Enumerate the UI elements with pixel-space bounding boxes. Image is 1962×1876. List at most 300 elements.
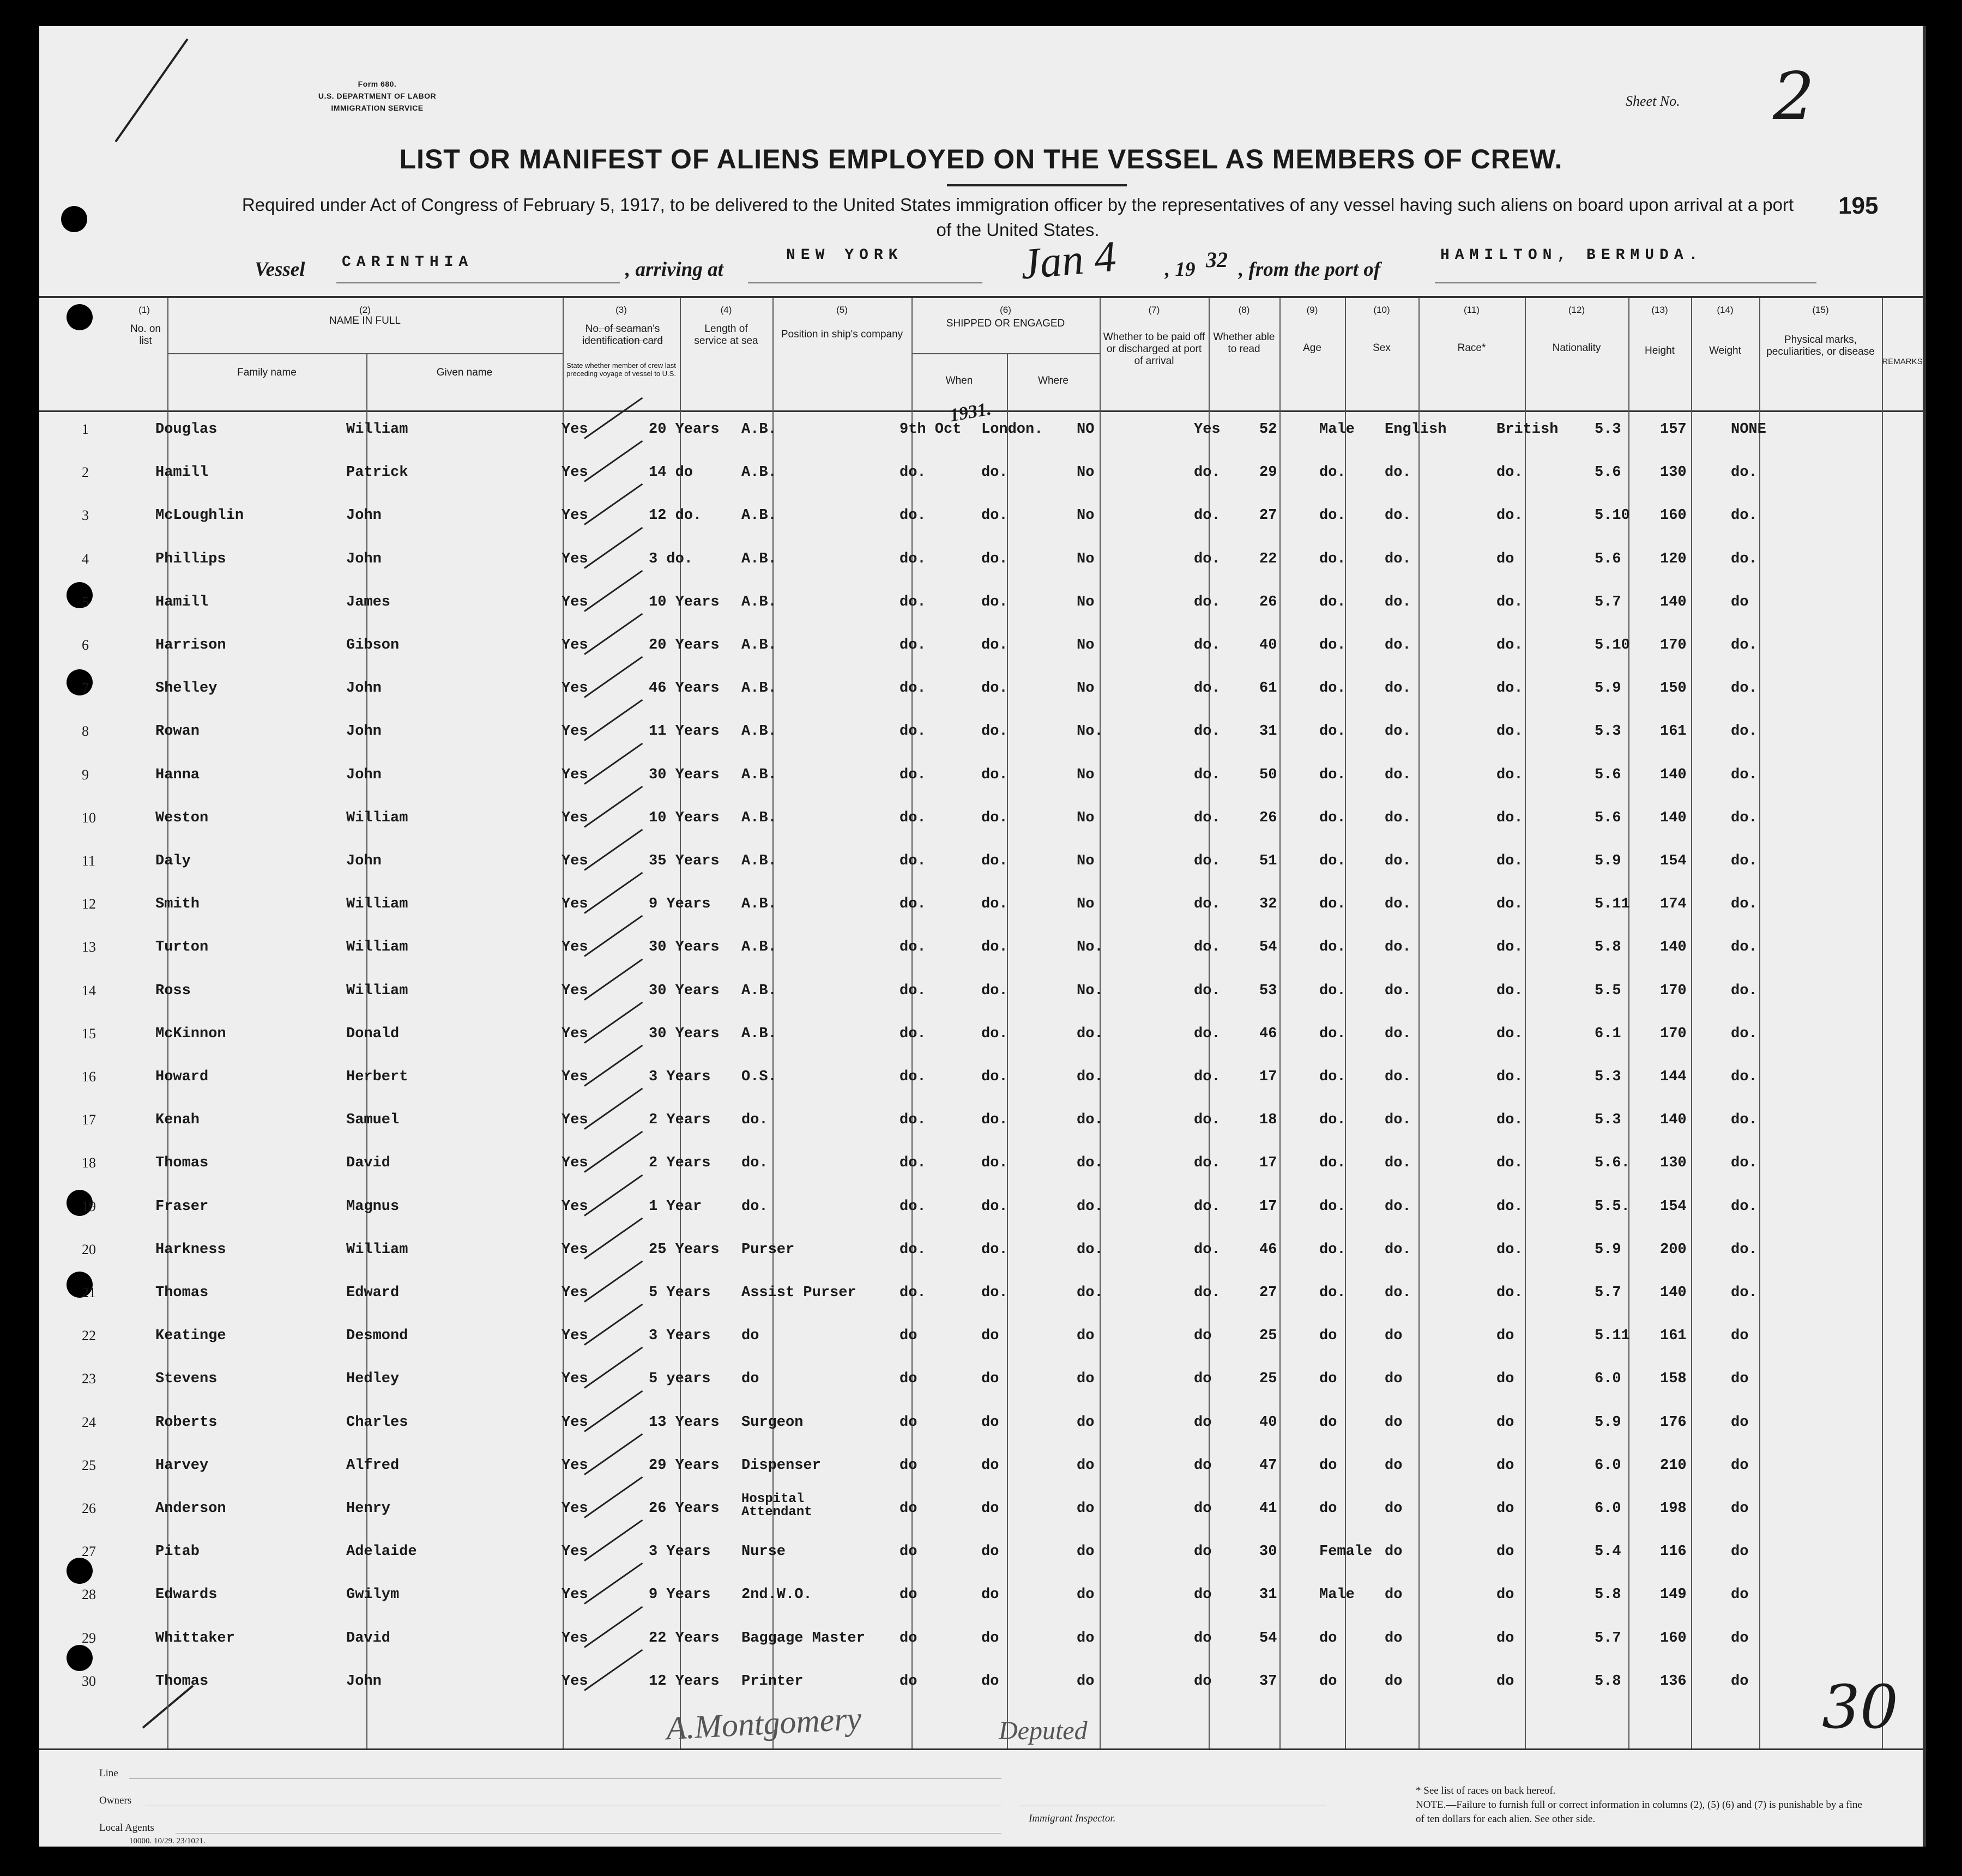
check-mark — [584, 1433, 643, 1475]
manifest-sheet — [39, 26, 1926, 1847]
row-service: 20 Years — [649, 421, 720, 438]
row-race: do. — [1385, 982, 1411, 999]
row-when: do. — [899, 1198, 926, 1215]
row-no: 21 — [82, 1285, 96, 1300]
row-sex: do. — [1319, 723, 1346, 740]
row-position: A.B. — [741, 507, 777, 524]
row-sex: do. — [1319, 464, 1346, 481]
check-mark — [584, 1606, 643, 1648]
row-age: 51 — [1259, 853, 1277, 869]
row-nat: do. — [1496, 507, 1523, 524]
row-where: do. — [981, 1069, 1008, 1085]
row-race: do — [1385, 1328, 1403, 1345]
row-marks: do — [1731, 1673, 1749, 1690]
row-family: Harvey — [155, 1457, 209, 1474]
row-marks: do — [1731, 1587, 1749, 1603]
row-age: 27 — [1259, 1285, 1277, 1301]
row-family: Smith — [155, 896, 200, 913]
row-race: do. — [1385, 1241, 1411, 1258]
row-no: 25 — [82, 1457, 96, 1473]
row-where: do. — [981, 637, 1008, 653]
row-marks: do — [1731, 1328, 1749, 1345]
row-prev: Yes — [562, 1371, 588, 1388]
row-read: do. — [1194, 896, 1221, 913]
row-prev: Yes — [562, 1328, 588, 1345]
row-given: Henry — [346, 1500, 391, 1517]
row-family: Roberts — [155, 1414, 218, 1431]
row-paid: No — [1077, 680, 1095, 697]
row-age: 29 — [1259, 464, 1277, 481]
row-no: 4 — [82, 550, 89, 567]
row-age: 25 — [1259, 1371, 1277, 1388]
inspector-signature: A.Montgomery — [665, 1700, 862, 1747]
row-height: 6.0 — [1595, 1371, 1621, 1388]
row-no: 14 — [82, 982, 96, 998]
row-when: do — [899, 1328, 917, 1345]
row-position: A.B. — [741, 982, 777, 999]
row-paid: No — [1077, 766, 1095, 783]
row-marks: do. — [1731, 507, 1758, 524]
row-family: Anderson — [155, 1500, 226, 1517]
row-service: 2 Years — [649, 1112, 711, 1129]
row-service: 30 Years — [649, 766, 720, 783]
row-position: Printer — [741, 1673, 804, 1690]
row-marks: do. — [1731, 1025, 1758, 1042]
check-mark — [584, 656, 643, 698]
row-age: 17 — [1259, 1155, 1277, 1172]
row-race: do. — [1385, 809, 1411, 826]
shipped-year-note: 1931. — [948, 398, 993, 426]
row-position: A.B. — [741, 853, 777, 869]
row-read: do — [1194, 1414, 1212, 1431]
departure-port: HAMILTON, BERMUDA. — [1440, 247, 1704, 264]
row-when: 9th Oct — [899, 421, 962, 438]
col-number: (13) — [1651, 305, 1668, 315]
header-subrule — [911, 353, 1100, 354]
row-when: do. — [899, 680, 926, 697]
row-service: 3 Years — [649, 1544, 711, 1560]
row-height: 5.6. — [1595, 1155, 1630, 1172]
row-read: do — [1194, 1328, 1212, 1345]
row-sex: do. — [1319, 853, 1346, 869]
row-nat: do. — [1496, 1025, 1523, 1042]
row-where: do — [981, 1500, 999, 1517]
row-age: 30 — [1259, 1544, 1277, 1560]
row-sex: do. — [1319, 766, 1346, 783]
row-height: 5.9 — [1595, 1241, 1621, 1258]
row-read: do. — [1194, 507, 1221, 524]
row-race: do. — [1385, 766, 1411, 783]
title-rule — [947, 184, 1127, 186]
header-nationality: Nationality — [1552, 342, 1601, 354]
row-age: 61 — [1259, 680, 1277, 697]
row-race: do. — [1385, 939, 1411, 956]
row-position: A.B. — [741, 766, 777, 783]
row-race: do. — [1385, 550, 1411, 567]
row-read: do. — [1194, 723, 1221, 740]
row-age: 41 — [1259, 1500, 1277, 1517]
check-mark — [584, 1347, 643, 1389]
row-sex: do — [1319, 1414, 1337, 1431]
row-weight: 140 — [1660, 766, 1687, 783]
check-mark — [584, 786, 643, 828]
row-age: 17 — [1259, 1069, 1277, 1085]
header-list-number: No. on list — [130, 323, 161, 347]
arriving-label: , arriving at — [625, 258, 723, 281]
row-given: Charles — [346, 1414, 408, 1431]
row-weight: 161 — [1660, 723, 1687, 740]
row-family: Hamill — [155, 464, 209, 481]
col-number: (14) — [1717, 305, 1734, 315]
row-height: 5.7 — [1595, 1630, 1621, 1647]
row-age: 26 — [1259, 809, 1277, 826]
row-service: 29 Years — [649, 1457, 720, 1474]
row-family: McKinnon — [155, 1025, 226, 1042]
row-nat: do. — [1496, 680, 1523, 697]
row-weight: 120 — [1660, 550, 1687, 567]
punch-hole — [61, 206, 87, 232]
row-service: 3 Years — [649, 1069, 711, 1085]
column-divider — [1525, 298, 1526, 1748]
row-marks: do. — [1731, 464, 1758, 481]
row-position: A.B. — [741, 594, 777, 610]
row-family: Hamill — [155, 594, 209, 610]
row-position: A.B. — [741, 939, 777, 956]
row-height: 5.11 — [1595, 1328, 1630, 1345]
row-read: do — [1194, 1500, 1212, 1517]
row-given: Gwilym — [346, 1587, 400, 1603]
row-prev: Yes — [562, 464, 588, 481]
row-age: 46 — [1259, 1241, 1277, 1258]
row-given: William — [346, 809, 408, 826]
row-when: do — [899, 1587, 917, 1603]
row-race: do — [1385, 1414, 1403, 1431]
footnote — [1416, 1784, 1868, 1826]
row-age: 22 — [1259, 550, 1277, 567]
column-divider — [1279, 298, 1281, 1748]
table-bottom-border — [39, 1748, 1923, 1750]
row-position: do — [741, 1328, 759, 1345]
row-height: 5.7 — [1595, 594, 1621, 610]
header-length-service: Length of service at sea — [694, 323, 758, 347]
row-no: 9 — [82, 766, 89, 783]
row-when: do. — [899, 594, 926, 610]
row-sex: do — [1319, 1673, 1337, 1690]
row-read: do. — [1194, 1112, 1221, 1129]
row-no: 1 — [82, 421, 89, 437]
check-mark — [584, 440, 643, 482]
row-race: do. — [1385, 594, 1411, 610]
rule — [129, 1778, 1001, 1779]
row-where: do. — [981, 1241, 1008, 1258]
row-weight: 170 — [1660, 982, 1687, 999]
row-age: 27 — [1259, 507, 1277, 524]
row-nat: do. — [1496, 1112, 1523, 1129]
row-no: 2 — [82, 464, 89, 481]
vessel-name: CARINTHIA — [342, 254, 474, 271]
row-weight: 116 — [1660, 1544, 1687, 1560]
row-weight: 140 — [1660, 1285, 1687, 1301]
row-family: Fraser — [155, 1198, 209, 1215]
row-where: do. — [981, 680, 1008, 697]
col-number: (7) — [1148, 305, 1160, 315]
row-where: do. — [981, 1285, 1008, 1301]
row-service: 10 Years — [649, 594, 720, 610]
row-no: 28 — [82, 1587, 96, 1603]
row-height: 5.8 — [1595, 1587, 1621, 1603]
footer-line-label: Line — [99, 1768, 118, 1779]
check-mark — [584, 915, 643, 957]
row-age: 17 — [1259, 1198, 1277, 1215]
rule — [1435, 282, 1816, 283]
row-service: 9 Years — [649, 1587, 711, 1603]
row-race: do. — [1385, 507, 1411, 524]
row-sex: do. — [1319, 1112, 1346, 1129]
service: IMMIGRATION SERVICE — [331, 104, 424, 112]
row-weight: 174 — [1660, 896, 1687, 913]
check-mark — [584, 1261, 643, 1303]
check-mark — [584, 570, 643, 612]
row-service: 1 Year — [649, 1198, 702, 1215]
row-position: 2nd.W.O. — [741, 1587, 812, 1603]
row-when: do. — [899, 853, 926, 869]
row-nat: do. — [1496, 637, 1523, 653]
col-number: (11) — [1464, 305, 1480, 315]
row-where: do — [981, 1673, 999, 1690]
row-race: do. — [1385, 723, 1411, 740]
row-sex: do. — [1319, 1155, 1346, 1172]
header-able-to-read: Whether able to read — [1213, 331, 1275, 355]
row-race: do. — [1385, 1285, 1411, 1301]
check-mark — [584, 1002, 643, 1044]
row-sex: do — [1319, 1328, 1337, 1345]
check-mark — [584, 1476, 643, 1518]
row-weight: 154 — [1660, 853, 1687, 869]
col-number: (3) — [615, 305, 627, 315]
row-service: 35 Years — [649, 853, 720, 869]
row-no: 26 — [82, 1500, 96, 1516]
row-position: do — [741, 1371, 759, 1388]
footer-agents-label: Local Agents — [99, 1822, 154, 1833]
header-previous-voyage: State whether member of crew last preceding voyage of vessel to U.S. — [566, 361, 676, 378]
row-where: do. — [981, 464, 1008, 481]
row-nat: do. — [1496, 809, 1523, 826]
row-race: do — [1385, 1587, 1403, 1603]
row-given: John — [346, 723, 382, 740]
row-race: do — [1385, 1544, 1403, 1560]
inspector-label: Immigrant Inspector. — [1029, 1813, 1116, 1824]
row-no: 30 — [82, 1673, 96, 1689]
row-nat: do. — [1496, 1285, 1523, 1301]
row-when: do. — [899, 464, 926, 481]
row-sex: do. — [1319, 1198, 1346, 1215]
row-height: 6.0 — [1595, 1500, 1621, 1517]
row-when: do. — [899, 723, 926, 740]
row-service: 22 Years — [649, 1630, 720, 1647]
row-where: do. — [981, 550, 1008, 567]
row-family: Kenah — [155, 1112, 200, 1129]
row-when: do. — [899, 1155, 926, 1172]
row-no: 27 — [82, 1544, 96, 1560]
row-paid: No — [1077, 550, 1095, 567]
row-marks: do. — [1731, 1241, 1758, 1258]
row-sex: do. — [1319, 637, 1346, 653]
row-marks: do. — [1731, 982, 1758, 999]
col-number: (5) — [836, 305, 848, 315]
row-age: 31 — [1259, 1587, 1277, 1603]
row-given: John — [346, 680, 382, 697]
row-family: Stevens — [155, 1371, 218, 1388]
row-sex: do — [1319, 1457, 1337, 1474]
row-age: 26 — [1259, 594, 1277, 610]
row-age: 47 — [1259, 1457, 1277, 1474]
row-family: Harkness — [155, 1241, 226, 1258]
row-given: Desmond — [346, 1328, 408, 1345]
row-marks: do — [1731, 1544, 1749, 1560]
row-paid: No. — [1077, 939, 1103, 956]
row-family: Rowan — [155, 723, 200, 740]
row-given: Gibson — [346, 637, 400, 653]
row-when: do. — [899, 939, 926, 956]
row-sex: do. — [1319, 1025, 1346, 1042]
row-when: do — [899, 1544, 917, 1560]
row-family: Harrison — [155, 637, 226, 653]
punch-hole — [67, 1645, 93, 1671]
row-height: 5.10 — [1595, 637, 1630, 653]
row-position: A.B. — [741, 723, 777, 740]
row-service: 30 Years — [649, 939, 720, 956]
header-weight: Weight — [1709, 345, 1741, 356]
row-no: 17 — [82, 1112, 96, 1128]
row-when: do — [899, 1457, 917, 1474]
sheet-number-label: Sheet No. — [1626, 93, 1680, 109]
column-divider — [1100, 298, 1101, 1748]
row-position: Purser — [741, 1241, 795, 1258]
check-mark — [584, 1649, 643, 1691]
row-service: 5 Years — [649, 1285, 711, 1301]
row-height: 5.5 — [1595, 982, 1621, 999]
row-age: 40 — [1259, 1414, 1277, 1431]
row-race: do. — [1385, 853, 1411, 869]
row-where: do. — [981, 1198, 1008, 1215]
row-prev: Yes — [562, 1630, 588, 1647]
row-weight: 140 — [1660, 939, 1687, 956]
row-race: do — [1385, 1457, 1403, 1474]
table-top-border — [39, 296, 1923, 298]
header-name-in-full: NAME IN FULL — [329, 315, 401, 326]
check-mark — [584, 1390, 643, 1432]
year-handwritten: 32 — [1206, 247, 1228, 272]
row-service: 5 years — [649, 1371, 711, 1388]
row-no: 3 — [82, 507, 89, 524]
row-sex: do. — [1319, 809, 1346, 826]
from-port-label: , from the port of — [1239, 258, 1381, 281]
row-position: Hospital Attendant — [741, 1492, 812, 1520]
col-number: (8) — [1238, 305, 1250, 315]
row-service: 9 Years — [649, 896, 711, 913]
row-weight: 170 — [1660, 637, 1687, 653]
check-mark — [584, 1304, 643, 1346]
row-weight: 154 — [1660, 1198, 1687, 1215]
row-when: do. — [899, 1025, 926, 1042]
row-no: 29 — [82, 1630, 96, 1646]
row-height: 5.3 — [1595, 1069, 1621, 1085]
document-title: LIST OR MANIFEST OF ALIENS EMPLOYED ON THE VESSEL AS MEMBERS OF CREW. — [399, 144, 1563, 174]
row-when: do. — [899, 766, 926, 783]
row-where: do — [981, 1371, 999, 1388]
check-mark — [584, 742, 643, 784]
row-paid: do — [1077, 1328, 1095, 1345]
row-height: 5.10 — [1595, 507, 1630, 524]
document-subtitle: Required under Act of Congress of February 5, 1917, to be delivered to the United States immigration officer by the representatives of any vessel having such aliens on board upon arrival at a port of the United States. — [242, 195, 1794, 240]
row-where: do — [981, 1630, 999, 1647]
row-prev: Yes — [562, 550, 588, 567]
row-paid: No — [1077, 637, 1095, 653]
row-marks: do — [1731, 1371, 1749, 1388]
row-given: Donald — [346, 1025, 400, 1042]
col-number: (12) — [1568, 305, 1585, 315]
row-position: Baggage Master — [741, 1630, 865, 1647]
row-when: do. — [899, 1112, 926, 1129]
check-mark — [584, 872, 643, 914]
row-when: do. — [899, 1241, 926, 1258]
row-position: A.B. — [741, 680, 777, 697]
row-weight: 150 — [1660, 680, 1687, 697]
row-given: Adelaide — [346, 1544, 417, 1560]
row-given: John — [346, 853, 382, 869]
row-read: do. — [1194, 1025, 1221, 1042]
page-number: 195 — [1838, 192, 1879, 219]
row-height: 5.3 — [1595, 421, 1621, 438]
rule — [748, 282, 982, 283]
row-family: Ross — [155, 982, 191, 999]
row-marks: do — [1731, 1457, 1749, 1474]
row-position: A.B. — [741, 637, 777, 653]
row-given: John — [346, 507, 382, 524]
row-nat: do. — [1496, 594, 1523, 610]
check-mark — [584, 958, 643, 1000]
row-where: do — [981, 1587, 999, 1603]
row-paid: do. — [1077, 1069, 1103, 1085]
row-paid: do. — [1077, 1285, 1103, 1301]
row-nat: do — [1496, 1371, 1514, 1388]
row-age: 52 — [1259, 421, 1277, 438]
row-service: 3 Years — [649, 1328, 711, 1345]
row-prev: Yes — [562, 1198, 588, 1215]
row-family: Keatinge — [155, 1328, 226, 1345]
row-read: do. — [1194, 853, 1221, 869]
column-divider — [1418, 298, 1420, 1748]
row-weight: 158 — [1660, 1371, 1687, 1388]
row-marks: do. — [1731, 550, 1758, 567]
sheet-number: 2 — [1773, 59, 1815, 135]
row-given: James — [346, 594, 391, 610]
row-no: 24 — [82, 1414, 96, 1430]
row-age: 18 — [1259, 1112, 1277, 1129]
header-subrule — [167, 353, 563, 354]
row-when: do. — [899, 637, 926, 653]
row-no: 11 — [82, 853, 96, 869]
row-prev: Yes — [562, 637, 588, 653]
row-marks: do. — [1731, 766, 1758, 783]
col-number: (4) — [720, 305, 732, 315]
row-read: do. — [1194, 637, 1221, 653]
row-service: 13 Years — [649, 1414, 720, 1431]
row-when: do. — [899, 507, 926, 524]
row-given: William — [346, 421, 408, 438]
row-race: do. — [1385, 1069, 1411, 1085]
header-height: Height — [1645, 345, 1675, 356]
